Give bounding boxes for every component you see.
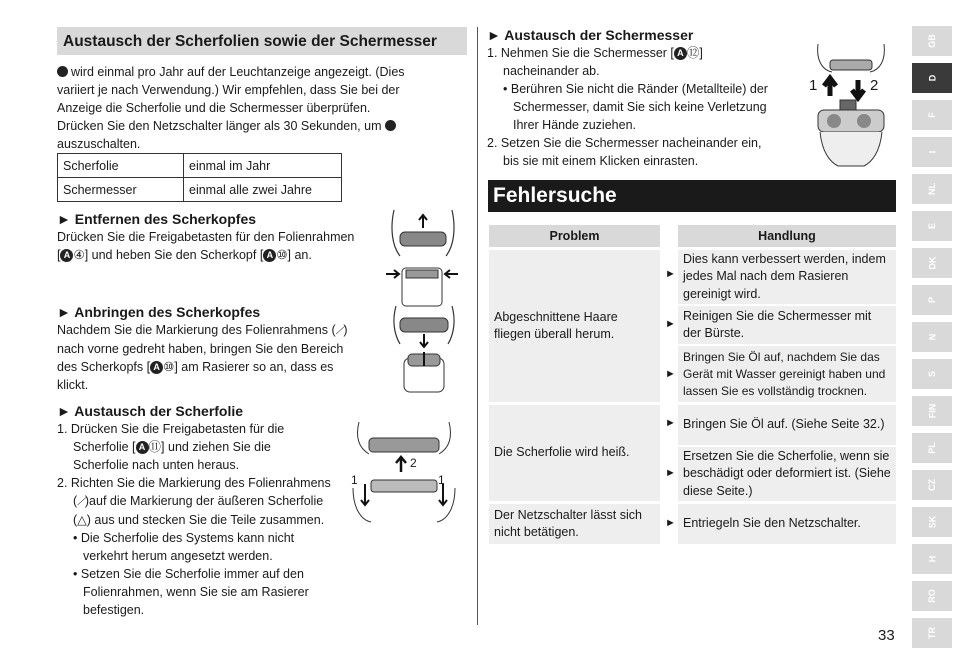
table-cell-interval: einmal alle zwei Jahre xyxy=(184,178,342,202)
figure-a-badge: A xyxy=(60,249,73,262)
tab-label: TR xyxy=(927,627,937,639)
table-row xyxy=(58,154,342,178)
text: ) xyxy=(343,323,348,337)
shaver-body-illustration xyxy=(388,350,460,394)
remove-head-line: Drücken Sie die Freigabetasten für den Folienrahmen xyxy=(57,230,355,244)
problem-cell: Abgeschnittene Haare fliegen überall herum. xyxy=(489,250,660,402)
tab-label: FIN xyxy=(927,403,937,419)
arrow-icon: ► xyxy=(665,417,676,429)
replace-indicator-icon xyxy=(57,66,68,77)
arrow-icon: ► xyxy=(665,467,676,479)
tab-label: F xyxy=(927,112,937,118)
tab-label: SK xyxy=(926,515,937,529)
text: Die Scherfolie des Systems kann nicht xyxy=(80,531,295,545)
action-cell: Ersetzen Sie die Scherfolie, wenn sie beschädigt oder deformiert ist. (Siehe diese Seite.) xyxy=(678,447,896,501)
text: )auf die Markierung der äußeren Scherfolie xyxy=(84,494,324,508)
text: 1. Nehmen Sie die Schermesser [ xyxy=(487,46,674,60)
bullet-line: Folienrahmen, wenn Sie sie am Rasierer xyxy=(83,585,309,599)
tab-label: P xyxy=(926,296,937,304)
intro-paragraph xyxy=(57,63,457,153)
figure-label: 2 xyxy=(410,456,417,470)
step-line xyxy=(57,438,357,456)
problem-cell: Die Scherfolie wird heiß. xyxy=(489,405,660,501)
tab-label: CZ xyxy=(927,479,937,491)
bullet-line: Ihrer Hände zuziehen. xyxy=(513,118,636,132)
ref-number: ⑪ xyxy=(148,440,162,454)
text: ] am Rasierer so an, dass es xyxy=(174,360,334,374)
attach-head-title: ► Anbringen des Scherkopfes xyxy=(57,304,261,320)
step-line: (△) aus und stecken Sie die Teile zusammen. xyxy=(73,513,325,527)
text: Setzen Sie die Scherfolie immer auf den xyxy=(80,567,304,581)
bullet-line: Schermesser, damit Sie sich keine Verletzung xyxy=(513,100,767,114)
language-tab[interactable] xyxy=(912,174,952,204)
bullet-line: befestigen. xyxy=(83,603,145,617)
action-cell: Bringen Sie Öl auf. (Siehe Seite 32.) xyxy=(678,405,896,445)
text: Nachdem Sie die Markierung des Folienrahmens ( xyxy=(57,323,336,337)
bullet-line: verkehrt herum angesetzt werden. xyxy=(83,549,273,563)
text: ] und heben Sie den Scherkopf [ xyxy=(84,248,264,262)
attach-head-section xyxy=(57,303,387,394)
column-header-problem: Problem xyxy=(489,225,660,247)
action-cell: Dies kann verbessert werden, indem jedes Mal nach dem Rasieren gereinigt wird. xyxy=(678,250,896,304)
tab-label: S xyxy=(926,370,937,378)
page-number: 33 xyxy=(878,627,895,644)
language-tabs xyxy=(912,26,952,648)
language-tab[interactable] xyxy=(912,396,952,426)
column-divider xyxy=(477,27,478,625)
text: [ xyxy=(57,248,61,262)
attach-head-illustration xyxy=(388,304,460,348)
release-buttons-illustration xyxy=(384,262,460,308)
language-tab[interactable] xyxy=(912,100,952,130)
tab-label: I xyxy=(926,150,937,154)
language-tab[interactable] xyxy=(912,285,952,315)
step-line xyxy=(487,44,797,62)
figure-label: 1 xyxy=(438,473,445,487)
remove-head-line xyxy=(57,246,387,264)
step-line: 2. Setzen Sie die Schermesser nacheinander ein, xyxy=(487,136,762,150)
replace-blade-section xyxy=(487,26,797,170)
language-tab[interactable] xyxy=(912,433,952,463)
figure-a-badge: A xyxy=(263,249,276,262)
tab-label: RO xyxy=(927,589,937,603)
text: ] xyxy=(699,46,703,60)
text: ] und ziehen Sie die xyxy=(161,440,271,454)
bullet-line: • Setzen Sie die Scherfolie immer auf den xyxy=(73,567,304,581)
troubleshooting-title: Fehlersuche xyxy=(488,180,896,212)
tab-label: PL xyxy=(926,442,937,454)
step-line xyxy=(57,492,357,511)
section-title-replacement: Austausch der Scherfolien sowie der Schermesser xyxy=(57,27,467,55)
problem-cell: Der Netzschalter lässt sich nicht betätigen. xyxy=(489,504,660,544)
language-tab[interactable] xyxy=(912,359,952,389)
tab-label: N xyxy=(927,333,937,341)
intro-line: Drücken Sie den Netzschalter länger als 30 Sekunden, um xyxy=(57,119,382,133)
tab-label: E xyxy=(926,222,937,230)
table-row xyxy=(58,178,342,202)
language-tab[interactable] xyxy=(912,507,952,537)
figure-label: 1 xyxy=(351,473,358,487)
text: des Scherkopfs [ xyxy=(57,360,151,374)
language-tab[interactable] xyxy=(912,137,952,167)
tab-label: H xyxy=(927,555,937,563)
figure-a-badge: A xyxy=(674,47,687,60)
language-tab[interactable] xyxy=(912,322,952,352)
step-line: 1. Drücken Sie die Freigabetasten für die xyxy=(57,422,285,436)
text: ( xyxy=(73,494,78,508)
table-cell-interval: einmal im Jahr xyxy=(184,154,342,178)
bullet-line: • Die Scherfolie des Systems kann nicht xyxy=(73,531,295,545)
attach-head-line: nach vorne gedreht haben, bringen Sie den Bereich xyxy=(57,342,344,356)
action-cell: Bringen Sie Öl auf, nachdem Sie das Gerät mit Wasser gereinigt haben und lassen Sie es vollständig trocknen. xyxy=(678,346,896,402)
figure-label: 1 xyxy=(809,77,818,94)
language-tab[interactable] xyxy=(912,211,952,241)
arrow-icon: ► xyxy=(665,368,676,380)
text: Berühren Sie nicht die Ränder (Metallteile) der xyxy=(510,82,768,96)
step-line: Scherfolie nach unten heraus. xyxy=(73,458,240,472)
ref-number: ⑩ xyxy=(163,360,175,374)
arrow-icon: ► xyxy=(665,268,676,280)
step-line: 2. Richten Sie die Markierung des Folienrahmens xyxy=(57,476,331,490)
ref-number: ⑫ xyxy=(686,46,700,60)
replace-foil-illustration xyxy=(349,418,461,524)
language-tab[interactable] xyxy=(912,470,952,500)
table-cell-part: Schermesser xyxy=(58,178,184,202)
language-tab[interactable] xyxy=(912,618,952,648)
remove-head-section xyxy=(57,210,387,264)
ref-number: ⑩ xyxy=(276,248,288,262)
foil-frame-mark-icon: ⟋ xyxy=(335,325,344,337)
intro-line: Anzeige die Scherfolie und die Schermesser überprüfen. xyxy=(57,101,371,115)
arrow-icon: ► xyxy=(665,318,676,330)
arrow-icon: ► xyxy=(665,517,676,529)
remove-head-illustration xyxy=(386,208,460,258)
attach-head-line xyxy=(57,358,387,376)
language-tab[interactable] xyxy=(912,544,952,574)
text: ] an. xyxy=(287,248,312,262)
replace-blade-title: ► Austausch der Schermesser xyxy=(487,27,694,43)
attach-head-line xyxy=(57,321,387,340)
bullet-line: • Berühren Sie nicht die Ränder (Metallteile) der xyxy=(503,82,768,96)
replacement-interval-table xyxy=(57,153,342,202)
table-cell-part: Scherfolie xyxy=(58,154,184,178)
intro-line: wird einmal pro Jahr auf der Leuchtanzeige angezeigt. (Dies xyxy=(71,65,405,79)
language-tab[interactable] xyxy=(912,26,952,56)
action-cell: Reinigen Sie die Schermesser mit der Bürste. xyxy=(678,306,896,344)
replace-foil-title: ► Austausch der Scherfolie xyxy=(57,403,244,419)
language-tab-active[interactable] xyxy=(912,63,952,93)
figure-a-badge: A xyxy=(136,441,149,454)
action-cell: Entriegeln Sie den Netzschalter. xyxy=(678,504,896,544)
remove-head-title: ► Entfernen des Scherkopfes xyxy=(57,211,257,227)
tab-label: GB xyxy=(927,34,937,48)
intro-line: auszuschalten. xyxy=(57,137,141,151)
tab-label: DK xyxy=(927,256,937,270)
step-line: bis sie mit einem Klicken einrasten. xyxy=(503,154,699,168)
tab-label: NL xyxy=(927,183,937,195)
tab-label: D xyxy=(927,74,937,82)
language-tab[interactable] xyxy=(912,248,952,278)
replace-blade-illustration xyxy=(808,40,896,170)
language-tab[interactable] xyxy=(912,581,952,611)
figure-a-badge: A xyxy=(150,361,163,374)
intro-line: variiert je nach Verwendung.) Wir empfehlen, dass Sie bei der xyxy=(57,83,400,97)
replace-indicator-icon xyxy=(385,120,396,131)
figure-label: 2 xyxy=(870,77,879,94)
text: Scherfolie [ xyxy=(73,440,136,454)
replace-foil-section xyxy=(57,402,357,619)
attach-head-line: klickt. xyxy=(57,378,89,392)
column-header-action: Handlung xyxy=(678,225,896,247)
foil-frame-mark-icon: ⟋ xyxy=(77,496,85,508)
ref-number: ④ xyxy=(73,248,85,262)
step-line: nacheinander ab. xyxy=(503,64,600,78)
